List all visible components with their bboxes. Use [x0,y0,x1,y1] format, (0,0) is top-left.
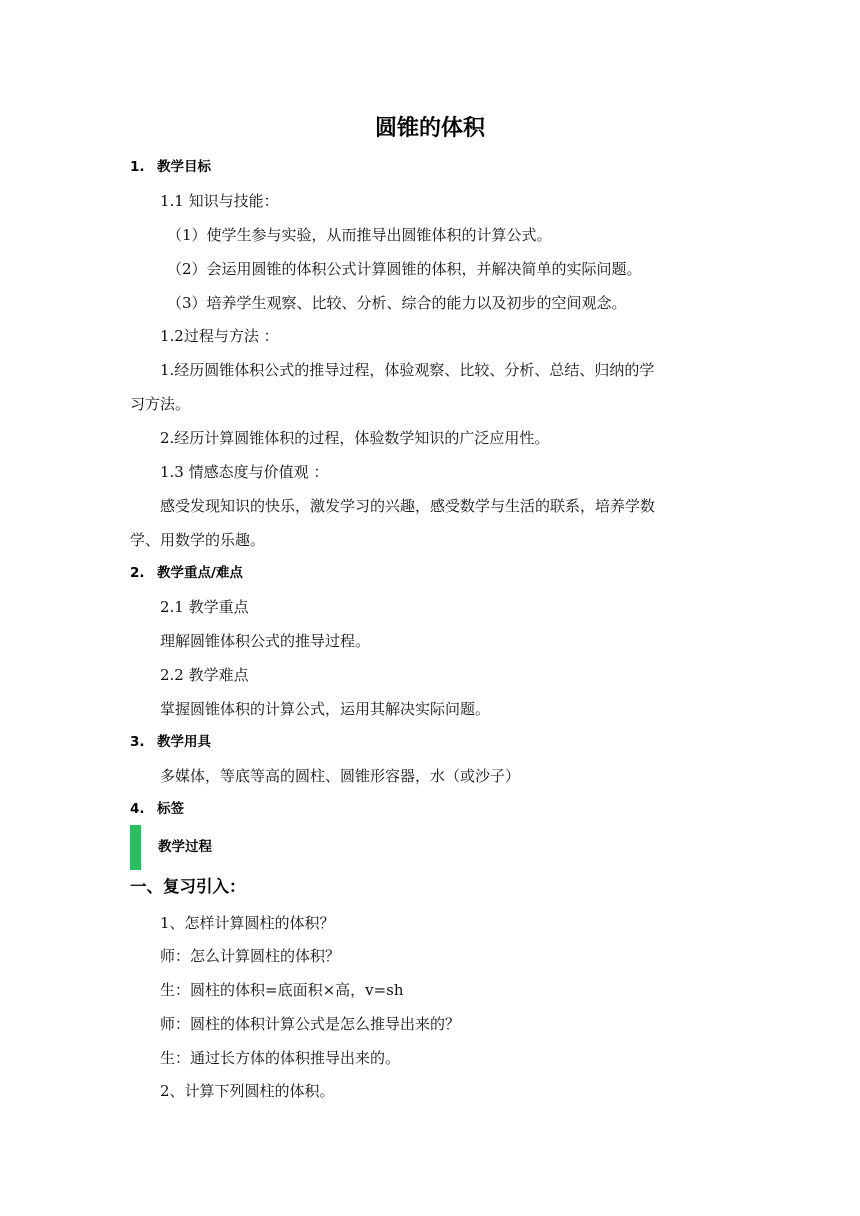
review-line-2: 师：怎么计算圆柱的体积？ [160,947,341,965]
tag-accent-bar [130,825,141,870]
section-number: 1. [130,159,145,175]
review-line-1: 1、怎样计算圆柱的体积？ [160,914,335,932]
section-title: 教学重点/难点 [157,565,243,581]
focus-heading: 2.1 教学重点 [160,598,249,616]
review-line-3: 生：圆柱的体积=底面积×高，v=sh [160,981,404,999]
emotion-line-2: 学、用数学的乐趣。 [130,531,266,549]
section-heading-tags [130,799,184,819]
section-number: 4. [130,801,145,817]
review-line-6: 2、计算下列圆柱的体积。 [160,1082,335,1100]
process-item-2: 2.经历计算圆锥体积的过程，体验数学知识的广泛应用性。 [160,429,550,447]
knowledge-item-2: （2）会运用圆锥的体积公式计算圆锥的体积，并解决简单的实际问题。 [167,260,642,278]
review-heading: 一、复习引入： [130,877,246,896]
tag-label: 教学过程 [158,839,212,855]
knowledge-item-3: （3）培养学生观察、比较、分析、综合的能力以及初步的空间观念。 [167,294,627,312]
emotion-heading: 1.3 情感态度与价值观 ： [160,463,329,481]
section-title: 标签 [157,801,184,817]
section-heading-tools [130,732,211,752]
section-title: 教学目标 [157,159,211,175]
review-line-4: 师：圆柱的体积计算公式是怎么推导出来的？ [160,1015,461,1033]
knowledge-item-1: （1）使学生参与实验，从而推导出圆锥体积的计算公式。 [167,226,552,244]
tools-text: 多媒体，等底等高的圆柱、圆锥形容器，水（或沙子） [160,767,521,785]
focus-text: 理解圆锥体积公式的推导过程。 [160,632,371,650]
page-title: 圆锥的体积 [374,116,485,141]
review-line-5: 生：通过长方体的体积推导出来的。 [160,1049,401,1067]
tag-block [130,825,430,870]
process-item-1-line-2: 习方法。 [130,395,191,413]
difficulty-text: 掌握圆锥体积的计算公式，运用其解决实际问题。 [160,700,491,718]
section-heading-objectives [130,157,211,177]
section-heading-keypoints [130,563,243,583]
emotion-line-1: 感受发现知识的快乐，激发学习的兴趣，感受数学与生活的联系，培养学数 [160,497,656,515]
section-title: 教学用具 [157,734,211,750]
process-heading: 1.2过程与方法 ： [160,327,279,345]
knowledge-heading: 1.1 知识与技能： [160,192,279,210]
section-number: 3. [130,734,145,750]
difficulty-heading: 2.2 教学难点 [160,666,249,684]
section-number: 2. [130,565,145,581]
process-item-1-line-1: 1.经历圆锥体积公式的推导过程，体验观察、比较、分析、总结、归纳的学 [160,361,655,379]
